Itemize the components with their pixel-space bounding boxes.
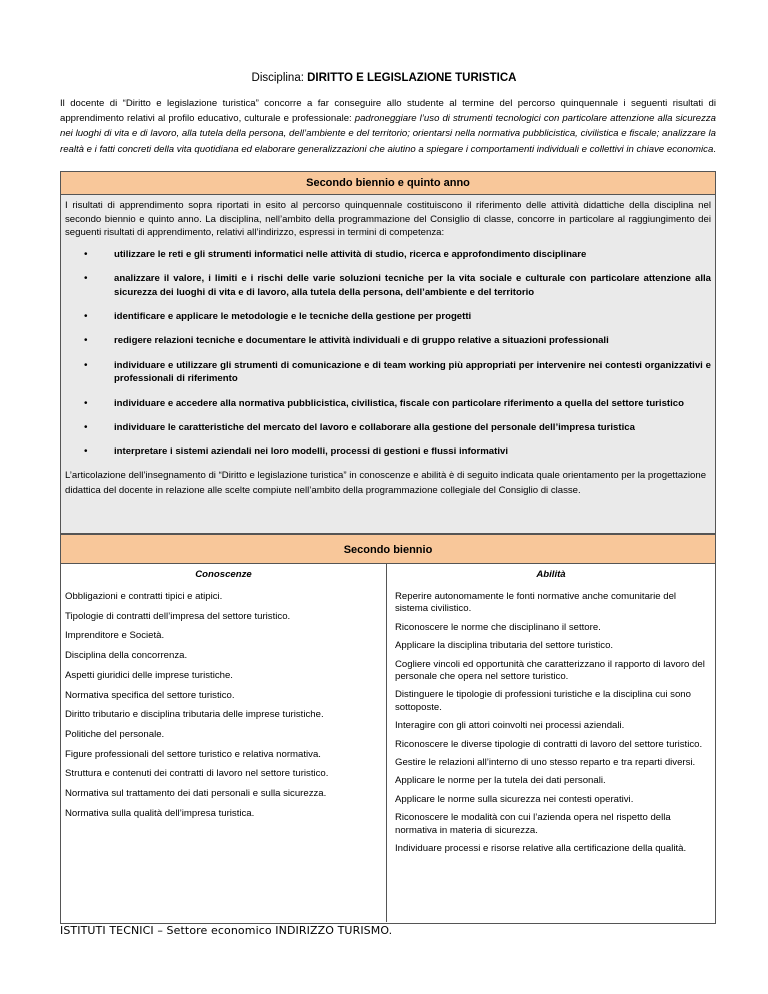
intro-outcomes: padroneggiare l’uso di strumenti tecnologici con particolare attenzione alla sicurezza nei luoghi di vita e di lavoro, alla tutela della persona, dell’ambiente e del territorio; orientarsi nella normativa pubblicistica, civilistica e fiscale; analizzare la realtà e i fatti concreti della vita quotidiana ed elaborare generalizzazioni che aiutino a spiegare i comportamenti individuali e collettivi in chiave economica — [60, 113, 716, 155]
abilita-item: Applicare la disciplina tributaria del settore turistico. — [395, 640, 614, 652]
abilita-item: Applicare le norme sulla sicurezza nei contesti operativi. — [395, 793, 634, 805]
conoscenza-item: Politiche del personale. — [65, 728, 165, 740]
conoscenza-item: Obbligazioni e contratti tipici e atipici. — [65, 591, 223, 602]
conoscenza-item: Normativa sul trattamento dei dati personali e sulla sicurezza. — [65, 788, 327, 800]
conoscenze-header: Conoscenze — [195, 569, 252, 580]
competence-text: interpretare i sistemi aziendali nei loro modelli, processi di gestioni e flussi informativi — [114, 446, 508, 458]
section-title: Secondo biennio e quinto anno — [61, 172, 715, 195]
discipline-name: DIRITTO E LEGISLAZIONE TURISTICA — [307, 72, 517, 84]
conoscenza-item: Aspetti giuridici delle imprese turistiche. — [65, 669, 233, 681]
bullet-icon: • — [84, 248, 88, 260]
intro-end: . — [713, 143, 716, 155]
conoscenza-item: Tipologie di contratti dell’impresa del settore turistico. — [65, 610, 291, 622]
section-intro: I risultati di apprendimento sopra riportati in esito al percorso quinquennale costituiscono il riferimento delle attività didattiche della disciplina nel secondo biennio e quinto anno. La disciplina, nell’ambito della programmazione del Consiglio di classe, concorre in particolare al raggiungimento dei seguenti risultati di apprendimento, relativi all’indirizzo, espressi in termini di competenza: — [65, 200, 711, 239]
competence-text: individuare e utilizzare gli strumenti di comunicazione e di team working più appropriati per intervenire nei contesti organizzativi e professionali di riferimento — [114, 359, 711, 385]
discipline-prefix: Disciplina: — [251, 72, 308, 84]
competence-item — [61, 272, 715, 299]
intro-text: Il docente di “Diritto e legislazione turistica” concorre a far conseguire allo studente al termine del percorso quinquennale i seguenti risultati di apprendimento relativi al profilo educativo, culturale e professionale: — [60, 98, 716, 125]
conoscenza-item: Normativa sulla qualità dell’impresa turistica. — [65, 807, 255, 819]
abilita-item: Riconoscere le norme che disciplinano il settore. — [395, 621, 601, 633]
abilita-item: Riconoscere le modalità con cui l’azienda opera nel rispetto della normativa in materia di sicurezza. — [395, 812, 671, 836]
abilita-item: Gestire le relazioni all’interno di uno stesso reparto e tra reparti diversi. — [395, 757, 696, 769]
competence-text: redigere relazioni tecniche e documentare le attività individuali e di gruppo relative a situazioni professionali — [114, 335, 609, 347]
conoscenza-item: Figure professionali del settore turistico e relativa normativa. — [65, 748, 321, 760]
section-title: Secondo biennio — [61, 534, 715, 564]
abilita-item: Distinguere le tipologie di professioni turistiche e la disciplina cui sono sottoposte. — [395, 689, 691, 713]
abilita-item: Riconoscere le diverse tipologie di contratti di lavoro del settore turistico. — [395, 738, 703, 750]
abilita-item: Interagire con gli attori coinvolti nei processi aziendali. — [395, 720, 625, 732]
abilita-column — [387, 564, 715, 922]
abilita-item: Individuare processi e risorse relative alla certificazione della qualità. — [395, 843, 687, 855]
bullet-icon: • — [84, 335, 88, 347]
page-footer: ISTITUTI TECNICI – Settore economico INDIRIZZO TURISMO. — [60, 924, 393, 937]
abilita-item: Applicare le norme per la tutela dei dati personali. — [395, 775, 606, 787]
conoscenze-list — [61, 583, 386, 820]
competence-text: utilizzare le reti e gli strumenti informatici nelle attività di studio, ricerca e approfondimento disciplinare — [114, 248, 587, 260]
intro-paragraph — [60, 96, 716, 157]
conoscenza-item: Disciplina della concorrenza. — [65, 650, 188, 662]
abilita-item: Cogliere vincoli ed opportunità che caratterizzano il rapporto di lavoro del personale che opera nel settore turistico. — [395, 658, 705, 683]
competence-item — [61, 421, 715, 434]
conoscenze-column — [61, 564, 387, 922]
bullet-icon: • — [84, 446, 88, 458]
abilita-list — [387, 583, 715, 856]
knowledge-skills-table — [61, 564, 715, 922]
conoscenza-item: Struttura e contenuti dei contratti di lavoro nel settore turistico. — [65, 768, 329, 780]
bullet-icon: • — [84, 359, 88, 371]
conoscenza-item: Diritto tributario e disciplina tributaria delle imprese turistiche. — [65, 709, 324, 721]
competence-text: individuare le caratteristiche del mercato del lavoro e collaborare alla gestione del personale dell’impresa turistica — [114, 422, 635, 434]
competence-list — [61, 248, 715, 459]
discipline-title — [0, 72, 768, 84]
bullet-icon: • — [84, 397, 88, 409]
competence-item — [61, 334, 715, 347]
abilita-header: Abilità — [536, 569, 566, 580]
competence-item — [61, 397, 715, 410]
competence-text: analizzare il valore, i limiti e i rischi delle varie soluzioni tecniche per la vita sociale e culturale con particolare attenzione alla sicurezza dei luoghi di vita e di lavoro, alla tutela della persona, dell’ambiente e del territorio — [114, 273, 711, 298]
section-outro: L’articolazione dell’insegnamento di “Diritto e legislazione turistica” in conoscenze e abilità è di seguito indicata quale orientamento per la progettazione didattica del docente in relazione alle scelte compiute nell’ambito della programmazione collegiale del Consiglio di classe. — [65, 469, 707, 496]
abilita-item: Reperire autonomamente le fonti normative anche comunitarie del sistema civilistico. — [395, 591, 677, 615]
competence-text: identificare e applicare le metodologie e le tecniche della gestione per progetti — [114, 311, 472, 322]
section-secondo-biennio — [60, 534, 716, 924]
section-secondo-biennio-quinto-anno — [60, 171, 716, 534]
bullet-icon: • — [84, 422, 88, 434]
competence-item — [61, 359, 715, 386]
competence-item — [61, 248, 715, 261]
bullet-icon: • — [84, 311, 88, 322]
competence-text: individuare e accedere alla normativa pubblicistica, civilistica, fiscale con particolare riferimento a quella del settore turistico — [114, 397, 684, 409]
conoscenza-item: Imprenditore e Società. — [65, 630, 165, 642]
bullet-icon: • — [84, 273, 88, 285]
conoscenza-item: Normativa specifica del settore turistico. — [65, 689, 235, 701]
competence-item — [61, 445, 715, 458]
competence-item — [61, 310, 715, 323]
